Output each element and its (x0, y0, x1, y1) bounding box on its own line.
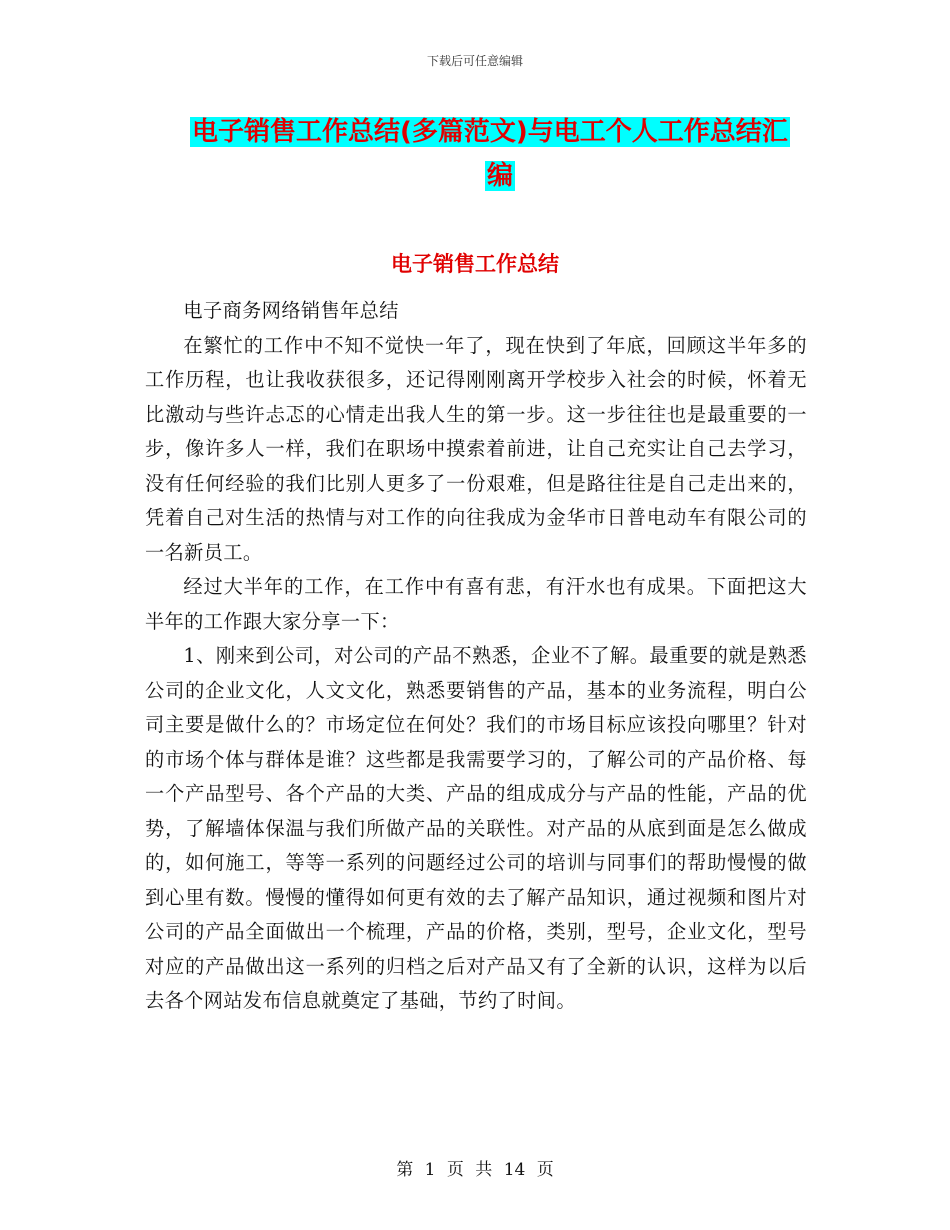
document-title-line-2 (190, 154, 810, 198)
section-title: 电子销售工作总结 (391, 252, 559, 276)
paragraph: 经过大半年的工作，在工作中有喜有悲，有汗水也有成果。下面把这大半年的工作跟大家分享一下： (145, 575, 807, 633)
document-title-line-1 (190, 110, 810, 154)
paragraph: 1、刚来到公司，对公司的产品不熟悉，企业不了解。最重要的就是熟悉公司的企业文化，人文文化，熟悉要销售的产品，基本的业务流程，明白公司主要是做什么的？市场定位在何处？我们的市场目标应该投向哪里？针对的市场个体与群体是谁？这些都是我需要学习的，了解公司的产品价格、每一个产品型号、各个产品的大类、产品的组成成分与产品的性能，产品的优势，了解墙体保温与我们所做产品的关联性。对产品的从底到面是怎么做成的，如何施工，等等一系列的问题经过公司的培训与同事们的帮助慢慢的做到心里有数。慢慢的懂得如何更有效的去了解产品知识，通过视频和图片对公司的产品全面做出一个梳理，产品的价格，类别，型号，企业文化，型号对应的产品做出这一系列的归档之后对产品又有了全新的认识，这样为以后去各个网站发布信息就奠定了基础，节约了时间。 (145, 644, 807, 1012)
paragraph: 在繁忙的工作中不知不觉快一年了，现在快到了年底，回顾这半年多的工作历程，也让我收获很多，还记得刚刚离开学校步入社会的时候，怀着无比激动与些许忐忑的心情走出我人生的第一步。这一步往往也是最重要的一步，像许多人一样，我们在职场中摸索着前进，让自己充实让自己去学习，没有任何经验的我们比别人更多了一份艰难，但是路往往是自己走出来的，凭着自己对生活的热情与对工作的向往我成为金华市日普电动车有限公司的一名新员工。 (145, 333, 807, 564)
body-text (145, 294, 807, 1019)
title-highlight-2: 编 (486, 161, 513, 191)
document-title (190, 110, 810, 198)
paragraph-subtitle: 电子商务网络销售年总结 (183, 299, 399, 322)
page-footer: 第 1 页 共 14 页 (396, 1160, 554, 1180)
title-highlight-1: 电子销售工作总结(多篇范文)与电工个人工作总结汇 (192, 117, 788, 147)
header-note: 下载后可任意编辑 (426, 54, 523, 68)
